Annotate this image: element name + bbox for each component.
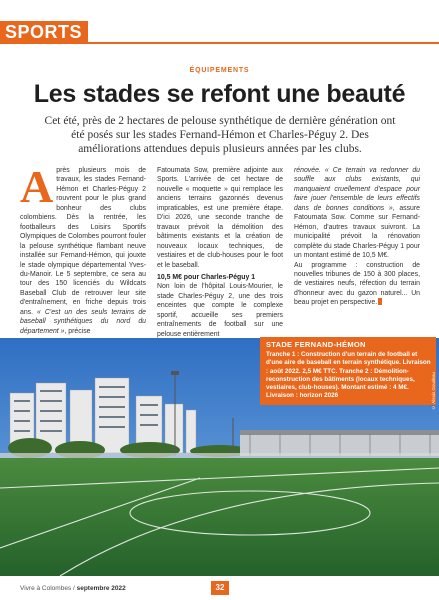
column-1-quote: « C'est un des seuls terrains de baseball synthétiques du nord du département » bbox=[20, 308, 146, 335]
column-2-subhead: 10,5 M€ pour Charles-Péguy 1 bbox=[157, 273, 256, 281]
column-1 bbox=[20, 161, 146, 339]
photo-credit: © Alexis Goudeau bbox=[431, 372, 436, 410]
info-box-body: Tranche 1 : Construction d'un terrain de football et d'une aire de baseball en terrain synthétique. Livraison : août 2022. 2,5 M€ TTC. Tranche 2 : Démolition-reconstruction des bâtiments (locaux techniques, vestiaires, club-houses). Montant estimé : 4 M€. Livraison : horizon 2026 bbox=[266, 351, 431, 400]
article-columns bbox=[20, 161, 420, 339]
kicker: ÉQUIPEMENTS bbox=[189, 67, 250, 74]
publication-name: Vivre à Colombes bbox=[20, 585, 72, 592]
info-box-title: STADE FERNAND-HÉMON bbox=[266, 340, 366, 349]
section-rule bbox=[0, 42, 439, 44]
info-box bbox=[260, 337, 436, 405]
lead-paragraph: Cet été, près de 2 hectares de pelouse synthétique de dernière génération ont été posés sur les stades Fernand-Hémon et Charles-Péguy 2. Des améliorations attendues depuis plusieurs années par les clubs. bbox=[44, 115, 396, 155]
page-number: 32 bbox=[211, 581, 229, 595]
column-3-text: , assure Fatoumata Sow. Comme sur Fernand-Hémon, d'autres travaux suivront. La municipalité prévoit la rénovation complète du stade Charles-Péguy 1 pour un montant estimé de 10,5 M€. bbox=[294, 204, 420, 260]
column-2-text-2: Non loin de l'hôpital Louis-Mourier, le stade Charles-Péguy 2, une des trois enceintes que compte le complexe sportif, accueille ses premiers entraînements de football sur une pelouse entièrement bbox=[157, 283, 283, 338]
issue-date: septembre 2022 bbox=[76, 585, 126, 592]
footer bbox=[0, 581, 439, 600]
section-label: SPORTS bbox=[0, 21, 88, 43]
headline: Les stades se refont une beauté bbox=[33, 80, 406, 108]
column-1-text: près plusieurs mois de travaux, les stades Fernand-Hémon et Charles-Péguy 2 rouvrent pour le plus grand bonheur des clubs colombiens. Dès la rentrée, les footballeurs des Loisirs Sportifs Olympiques de Colombes pourront fouler la pelouse synthétique flambant neuve installée sur Fernand-Hémon, qui jouxte le stade olympique départemental Yves-du-Manoir. Le 5 septembre, ce sera au tour des 150 licenciés du Wildcats Baseball Club de retrouver leur site d'entraînement, en friche depuis trois ans. bbox=[20, 167, 146, 316]
column-2-text: Fatoumata Sow, première adjointe aux Sports. L'arrivée de cet hectare de nouvelle « moquette » qui remplace les anciens terrains gazonnés devenus impraticables, est une première étape. D'ici 2026, une seconde tranche de travaux prévoit la démolition des bâtiments existants et la création de nouveaux locaux techniques, de vestiaires et de club-houses pour le foot et le baseball. bbox=[157, 167, 283, 269]
column-3-text-2: Au programme : construction de nouvelles tribunes de 150 à 300 places, de vestiaires neufs, réfection du terrain d'honneur avec du gazon naturel... Un beau projet en perspective. bbox=[294, 261, 420, 307]
column-1-after: , précise bbox=[64, 327, 91, 335]
end-mark bbox=[378, 298, 382, 305]
column-3 bbox=[294, 166, 420, 339]
footer-publication: Vivre à Colombes / septembre 2022 bbox=[20, 585, 126, 592]
column-3-quote: rénovée. « Ce terrain va redonner du souffle aux clubs existants, qui manquaient cruellement d'espace pour faire jouer l'ensemble de leurs effectifs dans de bonnes conditions » bbox=[294, 167, 420, 212]
drop-cap: A bbox=[20, 161, 54, 212]
column-2 bbox=[157, 166, 283, 339]
